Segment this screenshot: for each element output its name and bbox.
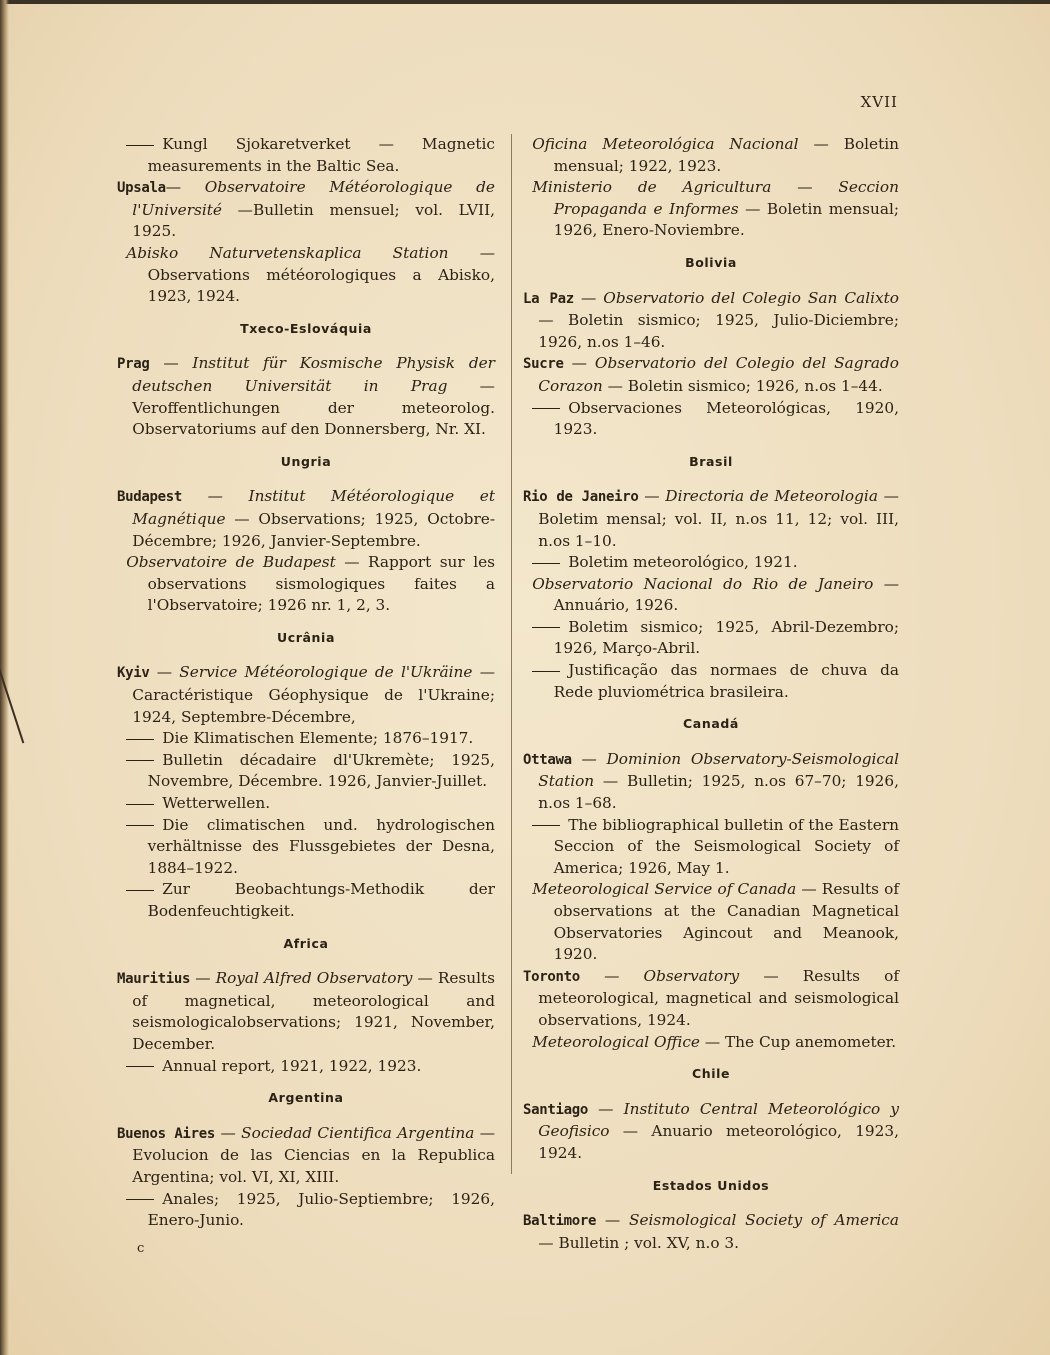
bibliography-entry [523,749,899,815]
bibliography-entry [523,879,899,965]
bibliography-entry [523,617,899,660]
publication-details: — Bulletin ; vol. XV, n.o 3. [538,1233,739,1252]
entry-text: Die climatischen und. hydrologischen verhältnisse des Flussgebietes der Desna, 1884–1922. [147,815,495,877]
city-name: Baltimore [523,1213,597,1230]
bibliography-entry [117,353,495,440]
ditto-dash [532,408,560,409]
institution-name: Meteorological Service of Canada [532,880,797,899]
page-top-edge [0,0,1050,4]
institution-name: — Service Météorologique de l'Ukräine [149,663,473,682]
publication-details: — Anuario meteorológico, 1923, 1924. [538,1122,899,1162]
institution-name: Oficina Meteorológica Nacional [532,135,799,153]
entry-text: Wetterwellen. [162,794,271,813]
institution-name: — Observatorio del Colegio del Sagrado Corazon [538,354,899,395]
city-name: Toronto [523,968,580,985]
institution-name: Observatorio Nacional do Rio de Janeiro [532,574,874,593]
bibliography-entry [117,728,495,750]
city-name: Sucre [523,356,564,373]
publication-details: — The Cup anemometer. [699,1032,897,1051]
ditto-dash [126,890,154,891]
ditto-dash [532,671,560,672]
section-heading: Argentina [268,1090,344,1106]
publication-details: — Results of magnetical, meteorological and seismologicalobservations; 1921, November, December. [132,969,495,1053]
bibliography-entry [117,177,495,243]
city-name: Rio de Janeiro [523,489,639,506]
publication-details: — Bulletin; 1925, n.os 67–70; 1926, n.os 1–68. [538,772,899,813]
institution-name: — Dominion Observatory-Seismological Station [538,749,899,791]
publication-details: — Observations météorologiques a Abisko, 1923, 1924. [147,243,495,306]
city-name: Santiago [523,1101,589,1118]
entry-text: Boletim meteorológico, 1921. [568,553,798,572]
bibliography-entry [117,243,495,308]
ditto-dash [532,627,560,628]
ditto-dash [532,563,560,564]
section-heading: Txeco-Eslováquia [240,320,372,336]
bibliography-entry [523,1099,899,1165]
bibliography-entry [117,815,495,880]
bibliography-entry [523,815,899,880]
entry-text: Observaciones Meteorológicas, 1920, 1923. [553,398,899,439]
bibliography-entry [523,1210,899,1254]
institution-name: Observatoire de Budapest [126,553,336,572]
section-heading: Africa [283,935,329,951]
institution-name: — Sociedad Cientifica Argentina [215,1123,475,1142]
ditto-dash [126,760,154,761]
entry-text: Anales; 1925, Julio-Septiembre; 1926, Enero-Junio. [147,1189,495,1230]
institution-name: — Observatory [579,966,740,985]
publication-details: — Rapport sur les observations sismologiques faites a l'Observatoire; 1926 nr. 1, 2, 3. [147,553,495,615]
publication-details: — Boletim mensal; vol. II, n.os 11, 12; vol. III, n.os 1–10. [538,487,899,550]
institution-name: — Institut für Kosmische Physisk der deutschen Universität in Prag [132,354,495,395]
institution-name: — Instituto Central Meteorológico y Geofisico [538,1099,899,1141]
section-heading: Bolivia [685,254,737,270]
bibliography-entry [117,134,495,177]
institution-name: — Observatorio del Colegio San Calixto [573,288,899,307]
left-column [117,134,495,1259]
bibliography-entry [523,660,899,703]
city-name: Buenos Aires [117,1125,216,1142]
entry-text: Die Klimatischen Elemente; 1876–1917. [162,729,474,748]
section-heading: Ungria [280,453,332,469]
publication-details: — Boletin mensual; 1922, 1923. [553,135,899,175]
ditto-dash [126,1066,154,1067]
bibliography-entry [523,574,899,617]
bibliography-entry [523,177,899,242]
bibliography-entry [523,552,899,574]
bibliography-entry [523,288,899,354]
bibliography-entry [523,486,899,552]
bibliography-entry [117,486,495,552]
bibliography-entry [117,750,495,793]
publication-details: — Caractéristique Géophysique de l'Ukraine; 1924, Septembre-Décembre, [132,663,495,726]
bibliography-entry [117,1189,495,1232]
page-number: XVII [860,93,898,111]
institution-name: — Royal Alfred Observatory [190,969,413,988]
ditto-dash [126,825,154,826]
bibliography-entry [117,968,495,1055]
institution-name: — Institut Météorologique et Magnétique [132,487,495,528]
publication-details: — Evolucion de las Ciencias en la Republica Argentina; vol. VI, XI, XIII. [132,1123,495,1186]
bibliography-entry [117,793,495,815]
institution-name: Abisko Naturvetenskaplica Station [126,243,449,262]
entry-text: Justificação das normaes de chuva da Rede pluviométrica brasileira. [553,661,899,701]
entry-text: The bibliographical bulletin of the Eastern Seccion of the Seismological Society of America; 1926, May 1. [553,815,899,877]
publication-details: — Veroffentlichungen der meteorolog. Observatoriums auf den Donnersberg, Nr. XI. [132,376,495,439]
publication-details: — Observations; 1925, Octobre-Décembre; 1926, Janvier-Septembre. [132,509,495,550]
institution-name: Ministerio de Agricultura — Seccion Propaganda e Informes [532,178,899,218]
publication-details: — Results of meteorological, magnetical and seismological observations, 1924. [538,966,899,1029]
city-name: Kyiv [117,665,150,682]
column-rule [511,134,512,1174]
ditto-dash [126,1199,154,1200]
publication-details: — Boletin mensual; 1926, Enero-Noviembre. [553,199,899,240]
city-name: Mauritius [117,971,191,988]
publication-details: — Results of observations at the Canadian Magnetical Observatories Agincout and Meanook, 1920. [553,880,899,964]
section-heading: Ucrânia [277,629,335,645]
city-name: La Paz [523,290,574,307]
bibliography-entry [117,552,495,617]
city-name: Upsala [117,180,166,197]
bibliography-entry [523,1032,899,1054]
ditto-dash [126,804,154,805]
publication-details: — Boletin sismico; 1925, Julio-Diciembre; 1926, n.os 1–46. [538,311,899,351]
publication-details: — Annuário, 1926. [553,574,900,615]
section-heading: Brasil [689,453,733,469]
city-name: Ottawa [523,751,572,768]
entry-text: Annual report, 1921, 1922, 1923. [162,1056,422,1075]
bibliography-entry [117,879,495,922]
bibliography-entry [117,1056,495,1078]
section-heading: Canadá [683,716,739,732]
institution-name: — Directoria de Meteorologia [638,487,878,506]
publication-details: —Bulletin mensuel; vol. LVII, 1925. [132,200,495,241]
entry-text: Kungl Sjokaretverket — Magnetic measurements in the Baltic Sea. [147,135,495,175]
section-heading: Estados Unidos [652,1177,770,1193]
bibliography-entry [117,662,495,728]
publication-details: — Boletin sismico; 1926, n.os 1–44. [602,376,883,395]
ditto-dash [126,739,154,740]
institution-name: Meteorological Office [532,1032,700,1051]
bibliography-entry [523,398,899,441]
signature-mark: c [137,1240,145,1256]
bibliography-entry [523,353,899,397]
bibliography-entry [523,966,899,1032]
ditto-dash [532,825,560,826]
section-heading: Chile [691,1066,731,1082]
entry-text: Boletim sismico; 1925, Abril-Dezembro; 1926, Março-Abril. [553,617,899,658]
right-column [523,134,899,1254]
ditto-dash [126,145,154,146]
institution-name: — Observatoire Météorologique de l'Université [132,178,495,219]
bibliography-entry [117,1123,495,1189]
city-name: Prag [117,356,150,373]
institution-name: — Seismological Society of America [596,1211,899,1230]
entry-text: Zur Beobachtungs-Methodik der Bodenfeuchtigkeit. [147,880,495,920]
bibliography-entry [523,134,899,177]
entry-text: Bulletin décadaire dl'Ukremète; 1925, Novembre, Décembre. 1926, Janvier-Juillet. [147,750,495,791]
city-name: Budapest [117,489,183,506]
